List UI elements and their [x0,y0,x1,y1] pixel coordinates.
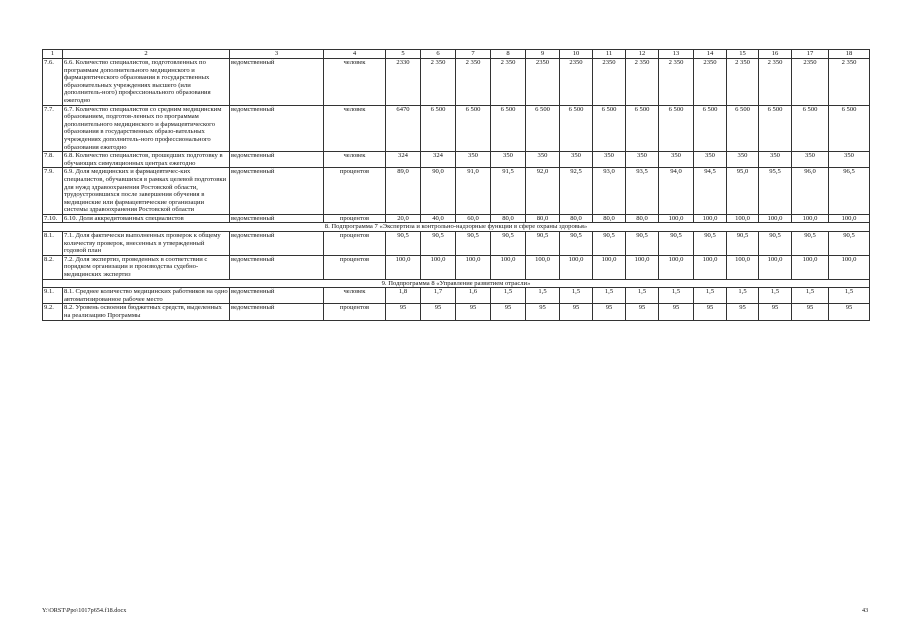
value-cell: 95 [694,304,727,320]
value-cell: 1,5 [626,288,659,304]
value-cell: 6 500 [626,105,659,152]
table-row [43,288,870,304]
table-row [43,152,870,168]
indicator-name: 8.1. Среднее количество медицинских работников на одно автоматизированное рабочее место [64,288,228,303]
value-cell: 2 350 [421,59,456,106]
value-cell: 350 [659,152,694,168]
value-cell: 6 500 [694,105,727,152]
value-cell: 80,0 [526,214,560,223]
header-cell: 5 [386,50,421,59]
table-row [43,168,870,215]
value-cell: 80,0 [593,214,626,223]
value-cell: 40,0 [421,214,456,223]
value-cell: 95 [759,304,792,320]
value-cell: 100,0 [491,255,526,279]
value-cell: 6 500 [560,105,593,152]
value-cell: 100,0 [421,255,456,279]
value-cell: 95 [421,304,456,320]
value-cell: 1,5 [526,288,560,304]
table-header-row [43,50,870,59]
row-number: 9.2. [43,304,63,320]
value-cell: 1,5 [491,288,526,304]
indicator-unit: процентов [324,214,386,223]
value-cell: 91,0 [456,168,491,215]
value-cell: 6 500 [456,105,491,152]
table-row [43,105,870,152]
header-cell: 9 [526,50,560,59]
indicator-unit: человек [324,105,386,152]
value-cell: 90,5 [626,232,659,256]
value-cell: 2 350 [759,59,792,106]
value-cell: 90,5 [727,232,759,256]
value-cell: 100,0 [694,214,727,223]
value-cell: 100,0 [593,255,626,279]
indicator-name: 7.1. Доля фактически выполненных проверок к общему количеству проверок, внесенных в утвержденный годовой план [63,232,230,256]
value-cell: 91,5 [491,168,526,215]
value-cell: 95 [727,304,759,320]
footer-page-number: 43 [862,607,869,614]
value-cell: 100,0 [659,214,694,223]
value-cell: 350 [593,152,626,168]
header-cell: 1 [43,50,63,59]
value-cell: 2 350 [626,59,659,106]
value-cell: 95 [386,304,421,320]
value-cell: 95 [792,304,829,320]
indicator-name: 6.9. Доля медицинских и фармацевтичес-ких специалистов, обучавшихся в рамках целевой подготовки для нужд здравоохранения Ростовской области, трудоустроившихся после завершения обучения в медицинские или фармацевтические организации системы здравоохранения Ростовской области [63,168,230,215]
value-cell: 80,0 [491,214,526,223]
indicators-table [42,49,870,321]
value-cell: 95 [491,304,526,320]
value-cell: 100,0 [386,255,421,279]
value-cell: 6 500 [491,105,526,152]
value-cell: 100,0 [829,214,870,223]
value-cell: 90,5 [421,232,456,256]
value-cell: 90,5 [560,232,593,256]
value-cell: 95 [593,304,626,320]
value-cell: 350 [456,152,491,168]
value-cell: 2 350 [727,59,759,106]
value-cell: 100,0 [727,255,759,279]
value-cell: 95 [526,304,560,320]
value-cell: 350 [491,152,526,168]
value-cell: 93,0 [593,168,626,215]
value-cell: 6470 [386,105,421,152]
indicator-name: 7.2. Доля экспертиз, проведенных в соответствии с порядком организации и производства судебно-медицинских экспертиз [63,255,230,279]
value-cell: 2350 [593,59,626,106]
row-number: 7.6. [43,59,63,106]
value-cell: 100,0 [727,214,759,223]
value-cell: 2 350 [659,59,694,106]
value-cell: 350 [526,152,560,168]
indicator-unit: человек [324,152,386,168]
value-cell: 6 500 [829,105,870,152]
indicator-source: ведомственный [230,168,324,215]
value-cell: 1,5 [659,288,694,304]
indicator-name: 6.7. Количество специалистов со средним медицинским образованием, подготов-ленных по программам дополнительного медицинского и фармацевтического образования в государственных образо-вательных учреждениях дополнитель-ного профессионального образования ежегодно [63,105,230,152]
value-cell: 20,0 [386,214,421,223]
value-cell: 1,5 [593,288,626,304]
header-cell: 15 [727,50,759,59]
value-cell: 92,5 [560,168,593,215]
header-cell: 17 [792,50,829,59]
table-row [43,255,870,279]
section-row [43,279,870,288]
value-cell: 1,5 [560,288,593,304]
indicator-unit: человек [324,288,386,304]
value-cell: 100,0 [456,255,491,279]
table-row [43,59,870,106]
value-cell: 2350 [792,59,829,106]
value-cell: 2350 [526,59,560,106]
footer-file-path: Y:\ORST\Ppo\1017p654.f18.docx [42,607,127,614]
section-title: 8. Подпрограмма 7 «Экспертиза и контрольно-надзорные функции в сфере охраны здоровья» [43,223,870,232]
value-cell: 350 [560,152,593,168]
header-cell: 10 [560,50,593,59]
header-cell: 18 [829,50,870,59]
value-cell: 2350 [560,59,593,106]
value-cell: 94,0 [659,168,694,215]
value-cell: 1,5 [694,288,727,304]
header-cell: 8 [491,50,526,59]
value-cell: 100,0 [792,214,829,223]
value-cell: 96,0 [792,168,829,215]
value-cell: 100,0 [659,255,694,279]
value-cell: 1,5 [792,288,829,304]
value-cell: 100,0 [759,255,792,279]
table-row [43,214,870,223]
indicator-source: ведомственный [230,255,324,279]
row-number: 9.1. [43,288,63,304]
value-cell: 95 [626,304,659,320]
value-cell: 90,5 [526,232,560,256]
value-cell: 2330 [386,59,421,106]
value-cell: 324 [386,152,421,168]
indicator-unit: процентов [324,232,386,256]
value-cell: 100,0 [792,255,829,279]
value-cell: 6 500 [526,105,560,152]
value-cell: 100,0 [560,255,593,279]
indicator-name: 6.6. Количество специалистов, подготовленных по программам дополнительного медицинского и фармацевтического образования в государственных образовательных учреждениях высшего (или дополнитель-ного) профессионального образования ежегодно [63,59,230,106]
value-cell: 6 500 [421,105,456,152]
value-cell: 350 [759,152,792,168]
value-cell: 2 350 [456,59,491,106]
value-cell: 94,5 [694,168,727,215]
value-cell: 90,5 [456,232,491,256]
value-cell: 90,5 [386,232,421,256]
value-cell: 2 350 [491,59,526,106]
header-cell: 11 [593,50,626,59]
value-cell: 350 [792,152,829,168]
value-cell: 93,5 [626,168,659,215]
section-row [43,223,870,232]
value-cell: 1,5 [759,288,792,304]
indicator-source: ведомственный [230,214,324,223]
row-number: 8.1. [43,232,63,256]
value-cell: 1,6 [456,288,491,304]
indicator-source: ведомственный [230,288,324,304]
indicator-unit: процентов [324,304,386,320]
row-number: 7.7. [43,105,63,152]
value-cell: 60,0 [456,214,491,223]
header-cell: 2 [63,50,230,59]
table-row [43,232,870,256]
indicator-name: 8.2. Уровень освоения бюджетных средств, выделенных на реализацию Программы [63,304,230,320]
value-cell: 2350 [694,59,727,106]
value-cell: 89,0 [386,168,421,215]
value-cell: 1,7 [421,288,456,304]
indicator-source: ведомственный [230,304,324,320]
header-cell: 16 [759,50,792,59]
value-cell: 80,0 [560,214,593,223]
section-title: 9. Подпрограмма 8 «Управление развитием отрасли» [43,279,870,288]
indicator-unit: человек [324,59,386,106]
indicator-source: ведомственный [230,105,324,152]
value-cell: 6 500 [792,105,829,152]
value-cell: 95 [659,304,694,320]
value-cell: 90,0 [421,168,456,215]
value-cell: 90,5 [694,232,727,256]
value-cell: 95,5 [759,168,792,215]
header-cell: 3 [230,50,324,59]
value-cell: 350 [829,152,870,168]
value-cell: 100,0 [829,255,870,279]
header-cell: 4 [324,50,386,59]
value-cell: 2 350 [829,59,870,106]
value-cell: 90,5 [491,232,526,256]
indicator-unit: процентов [324,168,386,215]
value-cell: 6 500 [659,105,694,152]
value-cell: 1,8 [386,288,421,304]
value-cell: 350 [694,152,727,168]
value-cell: 95 [456,304,491,320]
value-cell: 95 [560,304,593,320]
indicator-unit: процентов [324,255,386,279]
header-cell: 6 [421,50,456,59]
indicator-name: 6.8. Количество специалистов, прошедших подготовку в обучающих симуляционных центрах ежегодно [63,152,230,168]
value-cell: 100,0 [626,255,659,279]
header-cell: 12 [626,50,659,59]
header-cell: 14 [694,50,727,59]
indicator-name: 6.10. Доля аккредитованных специалистов [63,214,230,223]
value-cell: 100,0 [759,214,792,223]
indicator-source: ведомственный [230,59,324,106]
value-cell: 90,5 [792,232,829,256]
header-cell: 7 [456,50,491,59]
row-number: 8.2. [43,255,63,279]
value-cell: 1,5 [829,288,870,304]
value-cell: 90,5 [829,232,870,256]
value-cell: 350 [727,152,759,168]
row-number: 7.8. [43,152,63,168]
value-cell: 6 500 [759,105,792,152]
value-cell: 100,0 [526,255,560,279]
value-cell: 90,5 [759,232,792,256]
value-cell: 324 [421,152,456,168]
value-cell: 92,0 [526,168,560,215]
value-cell: 350 [626,152,659,168]
row-number: 7.10. [43,214,63,223]
value-cell: 96,5 [829,168,870,215]
value-cell: 95,0 [727,168,759,215]
table-row [43,304,870,320]
header-cell: 13 [659,50,694,59]
indicator-source: ведомственный [230,232,324,256]
value-cell: 95 [829,304,870,320]
value-cell: 90,5 [593,232,626,256]
value-cell: 100,0 [694,255,727,279]
value-cell: 6 500 [593,105,626,152]
indicator-source: ведомственный [230,152,324,168]
row-number: 7.9. [43,168,63,215]
value-cell: 90,5 [659,232,694,256]
value-cell: 80,0 [626,214,659,223]
value-cell: 6 500 [727,105,759,152]
value-cell: 1,5 [727,288,759,304]
